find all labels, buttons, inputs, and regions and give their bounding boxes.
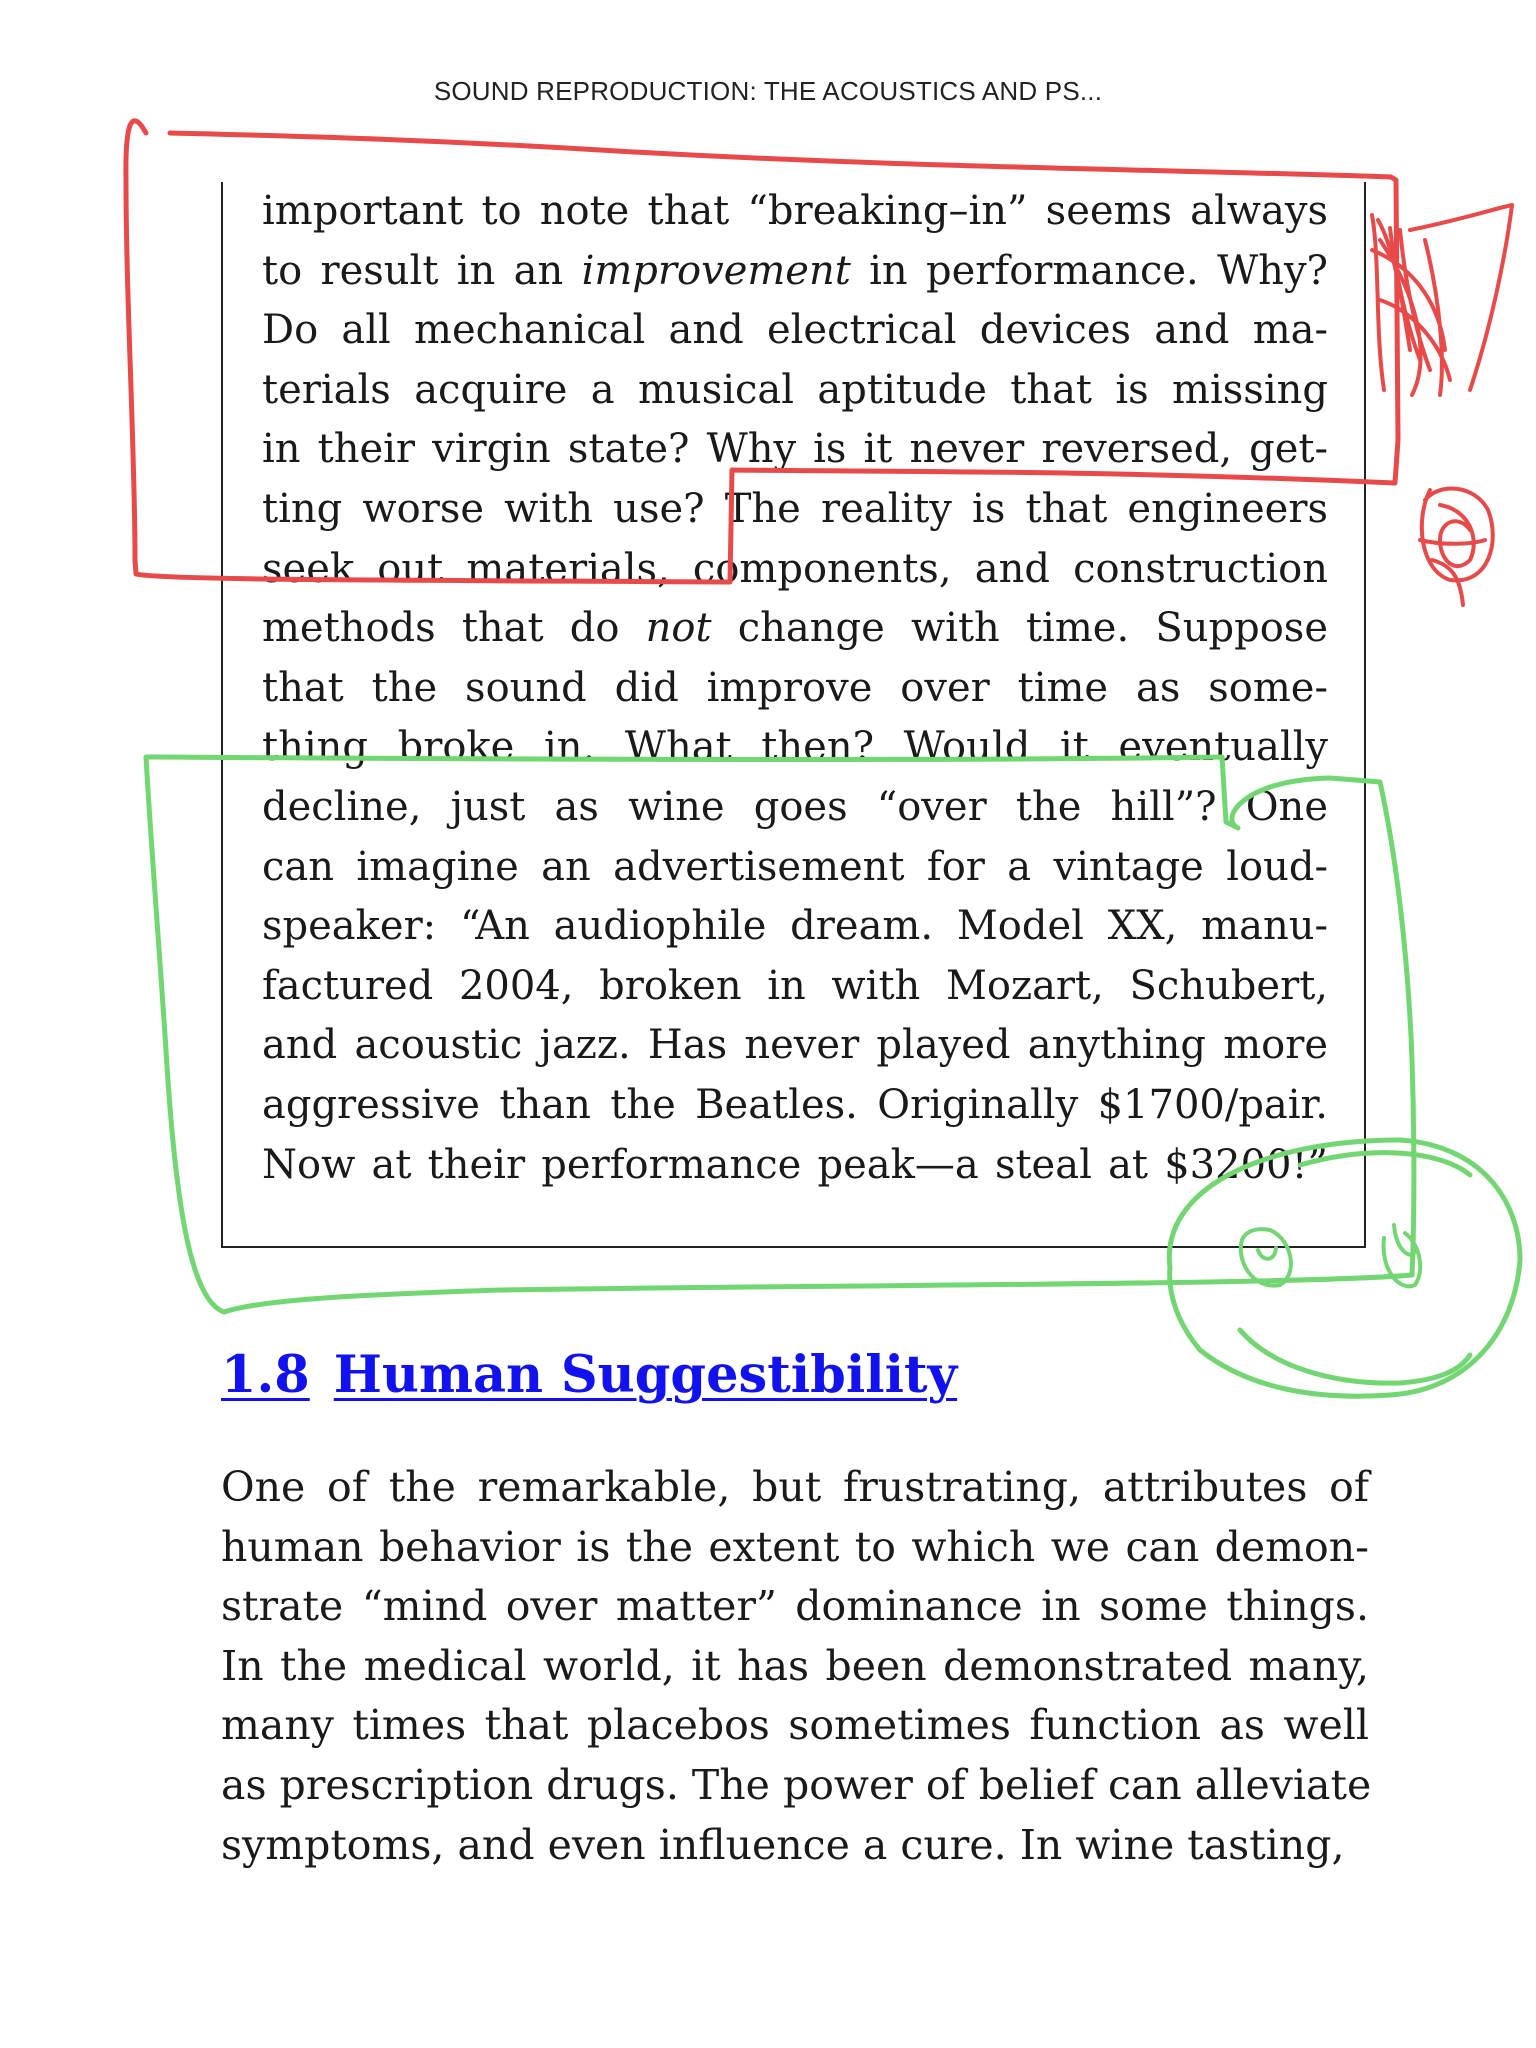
line-text: change with time. Suppose [711,605,1328,652]
sidebar-line [262,778,1328,838]
section-number: 1.8 [221,1345,310,1405]
sidebar-line [262,957,1328,1017]
line-text: Now at their performance peak—a steal at $3200!” [262,1141,1328,1188]
line-text: seek out materials, components, and construction [262,545,1328,592]
sidebar-line [262,301,1328,361]
sidebar-line [262,242,1328,302]
line-text: in performance. Why? [850,247,1328,294]
line-text: can imagine an advertisement for a vintage loud- [262,843,1328,890]
sidebar-line [262,897,1328,957]
sidebar-line [262,599,1328,659]
sidebar-line [262,659,1328,719]
running-header: SOUND REPRODUCTION: THE ACOUSTICS AND PS... [433,76,1103,106]
line-text: decline, just as wine goes “over the hill”? One [262,783,1328,830]
sidebar-line [262,1016,1328,1076]
red-ink-dot-scribble [1420,489,1493,605]
body-line: strate “mind over matter” dominance in some things. [221,1582,1369,1631]
line-text: in their virgin state? Why is it never reversed, get- [262,426,1328,473]
body-line: human behavior is the extent to which we can demon- [221,1522,1369,1571]
sidebar-line [262,420,1328,480]
section-title: Human Suggestibility [333,1345,958,1405]
line-text: Do all mechanical and electrical devices and ma- [262,307,1328,354]
body-line: One of the remarkable, but frustrating, attributes of [221,1463,1369,1511]
body-line: In the medical world, it has been demonstrated many, [221,1641,1369,1690]
body-paragraph [221,1458,1372,1875]
body-line: as prescription drugs. The power of belief can alleviate [221,1760,1372,1809]
body-line: many times that placebos sometimes function as well [221,1701,1369,1750]
sidebar-line [262,361,1328,421]
sidebar-line [262,1076,1328,1136]
section-heading-link[interactable] [221,1345,957,1405]
line-text: methods that do [262,605,646,652]
sidebar-line [262,540,1328,600]
sidebar-line [262,838,1328,898]
body-line: symptoms, and even influence a cure. In wine tasting, [221,1820,1345,1869]
line-text: and acoustic jazz. Has never played anything more [262,1022,1328,1069]
line-text: speaker: “An audiophile dream. Model XX, manu- [262,903,1328,950]
sidebar-line [262,718,1328,778]
line-text: aggressive than the Beatles. Originally $1700/pair. [262,1081,1328,1128]
line-text: terials acquire a musical aptitude that is missing [262,366,1328,413]
sidebar-line [262,1136,1328,1196]
line-text: factured 2004, broken in with Mozart, Schubert, [262,962,1328,1009]
red-ink-scribble [1372,205,1512,395]
emphasis-text: improvement [581,247,851,294]
line-text: to result in an [262,247,582,294]
emphasis-text: not [645,605,712,652]
sidebar-line [262,182,1328,242]
sidebar-text [262,182,1328,1195]
line-text: important to note that “breaking–in” seems always [262,188,1328,234]
line-text: ting worse with use? The reality is that engineers [262,485,1328,532]
line-text: that the sound did improve over time as some- [262,664,1328,711]
line-text: thing broke in. What then? Would it eventually [262,724,1328,771]
sidebar-line [262,480,1328,540]
